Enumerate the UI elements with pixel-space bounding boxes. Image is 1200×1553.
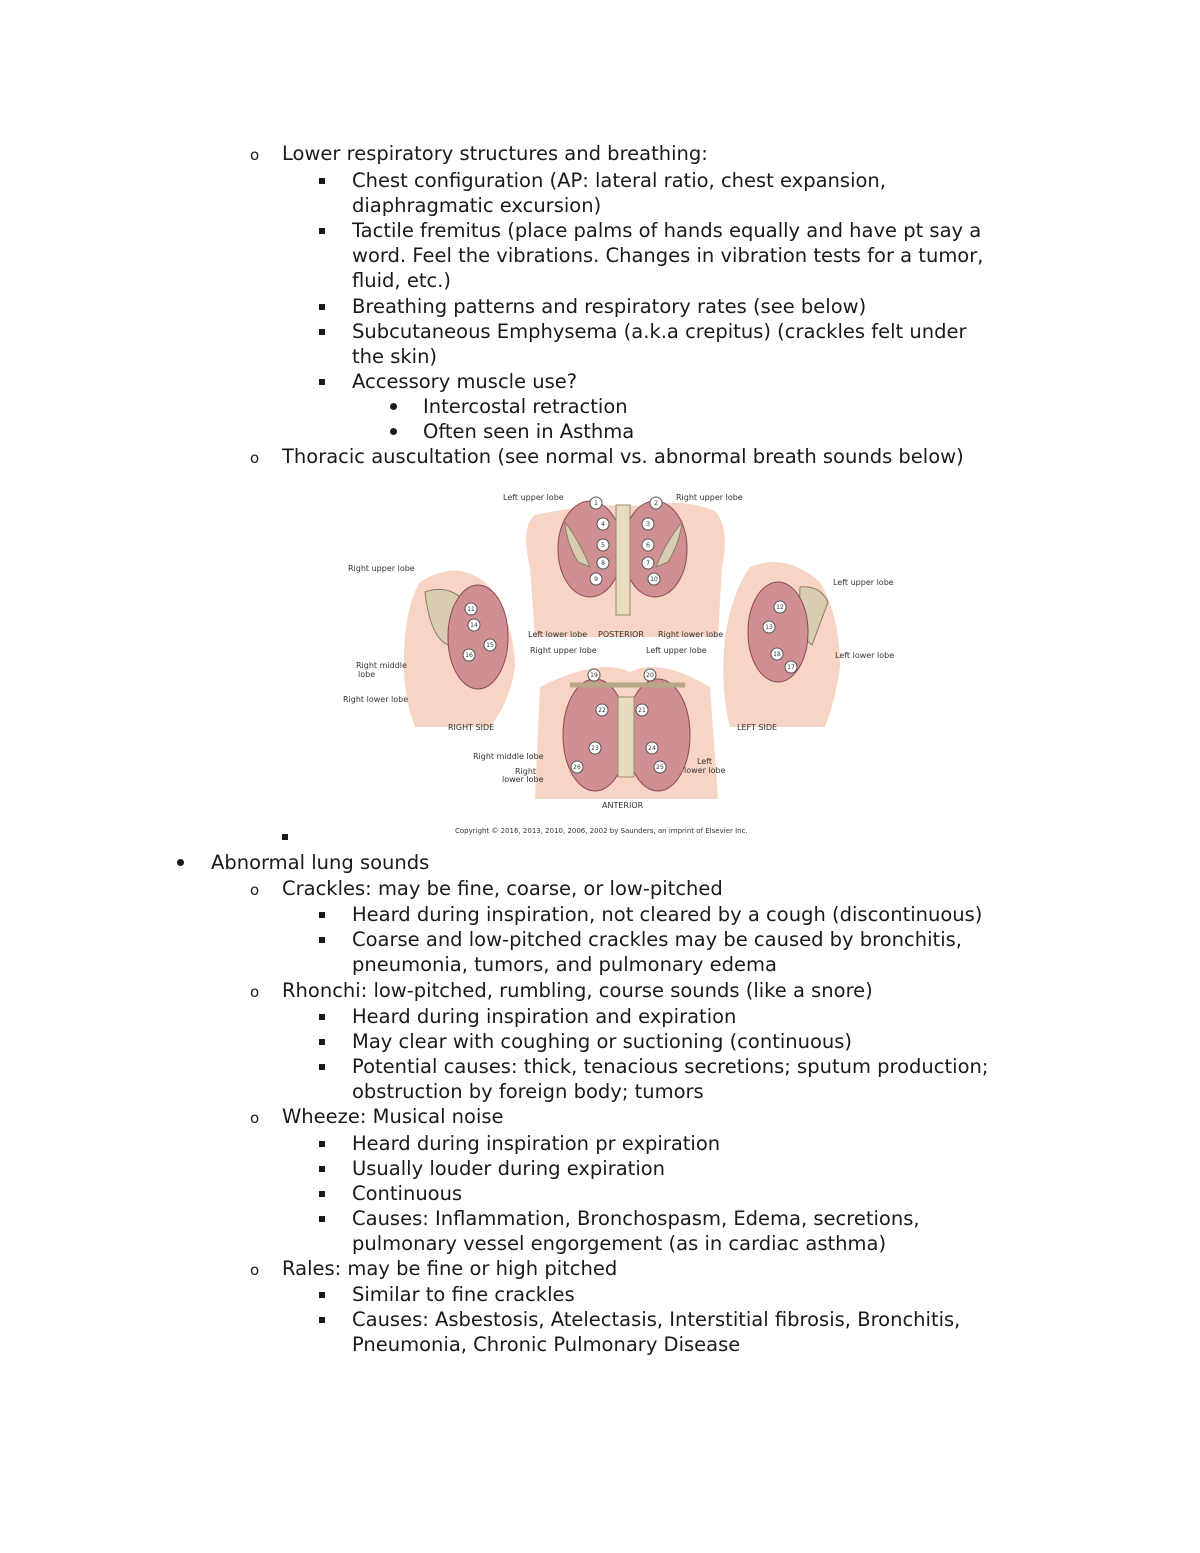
subsection-heading: Rhonchi: low-pitched, rumbling, course sounds (like a snore) xyxy=(282,979,873,1002)
svg-text:7: 7 xyxy=(646,560,650,567)
list-item-text: Breathing patterns and respiratory rates (see below) xyxy=(352,295,867,318)
list-item-text: Intercostal retraction xyxy=(423,395,628,418)
list-item-text: Pneumonia, Chronic Pulmonary Disease xyxy=(352,1333,741,1356)
square-bullet xyxy=(319,1317,325,1323)
square-bullet xyxy=(319,1216,325,1222)
list-item-text: fluid, etc.) xyxy=(352,269,452,292)
subsection-heading: Crackles: may be fine, coarse, or low-pitched xyxy=(282,877,723,900)
figure-copyright: Copyright © 2016, 2013, 2010, 2006, 2002 by Saunders, an imprint of Elsevier Inc. xyxy=(455,827,748,835)
label-right-lower-lobe: Right lower lobe xyxy=(658,630,724,639)
list-item-text: Causes: Inflammation, Bronchospasm, Edema, secretions, xyxy=(352,1207,920,1230)
square-bullet xyxy=(319,937,325,943)
dot-bullet xyxy=(390,403,397,410)
subsection-heading: Rales: may be fine or high pitched xyxy=(282,1257,618,1280)
dot-bullet xyxy=(177,859,184,866)
svg-text:20: 20 xyxy=(646,672,654,679)
list-item-text: Heard during inspiration and expiration xyxy=(352,1005,737,1028)
dot-bullet xyxy=(390,428,397,435)
label-right-upper-lobe: Right upper lobe xyxy=(348,564,415,573)
label-left-lower-lobe: Left lower lobe xyxy=(528,630,588,639)
list-item-text: word. Feel the vibrations. Changes in vibration tests for a tumor, xyxy=(352,244,984,267)
svg-text:21: 21 xyxy=(638,707,646,714)
label-left-lower-lobe: Left lower lobe xyxy=(835,651,895,660)
left-side-view xyxy=(723,562,840,727)
circle-bullet: o xyxy=(250,881,260,899)
list-item-text: Tactile fremitus (place palms of hands equally and have pt say a xyxy=(352,219,982,242)
svg-text:8: 8 xyxy=(601,560,605,567)
section-heading: Lower respiratory structures and breathing: xyxy=(282,142,708,165)
svg-text:22: 22 xyxy=(598,707,606,714)
label-anterior: ANTERIOR xyxy=(602,801,644,810)
svg-text:12: 12 xyxy=(776,604,784,611)
label-right-middle-lobe: lobe xyxy=(358,670,376,679)
list-item-text: Accessory muscle use? xyxy=(352,370,578,393)
subsection-heading: Wheeze: Musical noise xyxy=(282,1105,504,1128)
svg-text:16: 16 xyxy=(465,652,473,659)
square-bullet xyxy=(319,329,325,335)
right-side-view xyxy=(404,571,515,727)
label-right-lower-lobe: Right xyxy=(515,767,537,776)
svg-text:17: 17 xyxy=(787,664,795,671)
square-bullet xyxy=(319,1039,325,1045)
svg-text:15: 15 xyxy=(486,642,494,649)
square-bullet xyxy=(319,228,325,234)
label-right-middle-lobe: Right middle xyxy=(356,661,407,670)
list-item-text: diaphragmatic excursion) xyxy=(352,194,602,217)
svg-text:1: 1 xyxy=(594,500,598,507)
circle-bullet: o xyxy=(250,449,260,467)
list-item-text: pulmonary vessel engorgement (as in cardiac asthma) xyxy=(352,1232,887,1255)
list-item-text: the skin) xyxy=(352,345,438,368)
section-heading: Thoracic auscultation (see normal vs. abnormal breath sounds below) xyxy=(282,445,964,468)
svg-text:2: 2 xyxy=(654,500,658,507)
label-right-lower-lobe: Right lower lobe xyxy=(343,695,409,704)
list-item-text: Heard during inspiration pr expiration xyxy=(352,1132,721,1155)
label-right-upper-lobe: Right upper lobe xyxy=(530,646,597,655)
posterior-view xyxy=(526,501,725,637)
list-item-text: Potential causes: thick, tenacious secretions; sputum production; xyxy=(352,1055,989,1078)
square-bullet xyxy=(319,1191,325,1197)
svg-text:24: 24 xyxy=(648,745,656,752)
square-bullet xyxy=(319,304,325,310)
svg-text:5: 5 xyxy=(601,542,605,549)
list-item-text: Often seen in Asthma xyxy=(423,420,635,443)
label-right-lower-lobe: lower lobe xyxy=(502,775,544,784)
svg-text:19: 19 xyxy=(590,672,598,679)
svg-text:13: 13 xyxy=(765,624,773,631)
label-left-side: LEFT SIDE xyxy=(737,723,778,732)
label-right-upper-lobe: Right upper lobe xyxy=(676,493,743,502)
circle-bullet: o xyxy=(250,146,260,164)
label-left-upper-lobe: Left upper lobe xyxy=(503,493,564,502)
auscultation-figure xyxy=(340,487,900,839)
square-bullet xyxy=(319,178,325,184)
list-item-text: pneumonia, tumors, and pulmonary edema xyxy=(352,953,777,976)
svg-text:26: 26 xyxy=(573,764,581,771)
list-item-text: Causes: Asbestosis, Atelectasis, Interstitial fibrosis, Bronchitis, xyxy=(352,1308,961,1331)
section-heading: Abnormal lung sounds xyxy=(211,851,430,874)
list-item-text: Usually louder during expiration xyxy=(352,1157,666,1180)
list-item-text: Similar to fine crackles xyxy=(352,1283,575,1306)
label-left-upper-lobe: Left upper lobe xyxy=(833,578,894,587)
anterior-view xyxy=(535,667,718,799)
label-right-middle-lobe: Right middle lobe xyxy=(473,752,544,761)
svg-text:10: 10 xyxy=(650,576,658,583)
square-bullet xyxy=(319,1141,325,1147)
svg-text:14: 14 xyxy=(470,622,478,629)
svg-text:9: 9 xyxy=(594,576,598,583)
svg-text:6: 6 xyxy=(646,542,650,549)
svg-text:18: 18 xyxy=(773,651,781,658)
svg-text:25: 25 xyxy=(656,764,664,771)
list-item-text: Coarse and low-pitched crackles may be caused by bronchitis, xyxy=(352,928,962,951)
square-bullet xyxy=(319,379,325,385)
square-bullet xyxy=(319,1292,325,1298)
square-bullet xyxy=(319,912,325,918)
square-bullet xyxy=(282,834,288,840)
label-left-lower-lobe: Left xyxy=(697,757,713,766)
label-left-upper-lobe: Left upper lobe xyxy=(646,646,707,655)
square-bullet xyxy=(319,1166,325,1172)
square-bullet xyxy=(319,1064,325,1070)
circle-bullet: o xyxy=(250,983,260,1001)
svg-text:23: 23 xyxy=(591,745,599,752)
list-item-text: Continuous xyxy=(352,1182,463,1205)
list-item-text: Chest configuration (AP: lateral ratio, chest expansion, xyxy=(352,169,886,192)
list-item-text: Subcutaneous Emphysema (a.k.a crepitus) (crackles felt under xyxy=(352,320,967,343)
list-item-text: May clear with coughing or suctioning (continuous) xyxy=(352,1030,853,1053)
circle-bullet: o xyxy=(250,1109,260,1127)
circle-bullet: o xyxy=(250,1261,260,1279)
square-bullet xyxy=(319,1014,325,1020)
svg-text:4: 4 xyxy=(601,521,605,528)
svg-text:11: 11 xyxy=(467,606,475,613)
list-item-text: obstruction by foreign body; tumors xyxy=(352,1080,704,1103)
list-item-text: Heard during inspiration, not cleared by a cough (discontinuous) xyxy=(352,903,983,926)
svg-text:3: 3 xyxy=(646,521,650,528)
label-right-side: RIGHT SIDE xyxy=(448,723,495,732)
label-posterior: POSTERIOR xyxy=(598,630,644,639)
label-left-lower-lobe: lower lobe xyxy=(684,766,726,775)
